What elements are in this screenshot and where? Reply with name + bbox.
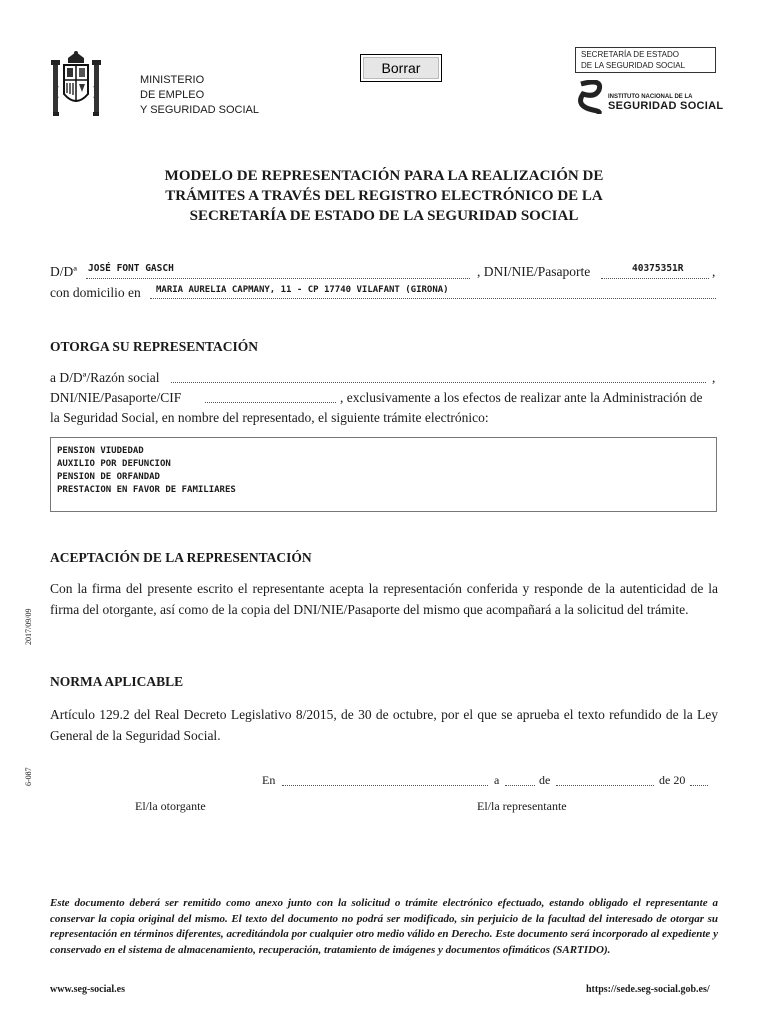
seguridad-social-logo-icon	[577, 80, 607, 114]
representative-name-input[interactable]	[171, 382, 706, 383]
website-link[interactable]: www.seg-social.es	[50, 984, 125, 995]
representative-signature-label: El/la representante	[477, 799, 567, 813]
inss-small-text: INSTITUTO NACIONAL DE LA	[608, 94, 693, 100]
address-label: con domicilio en	[50, 285, 141, 300]
procedure-item: PENSION VIUDEDAD	[57, 446, 144, 456]
sede-link[interactable]: https://sede.seg-social.gob.es/	[586, 984, 710, 995]
document-title	[50, 166, 718, 226]
grantor-signature-label: El/la otorgante	[135, 799, 206, 813]
clear-button[interactable]: Borrar	[360, 54, 442, 82]
norm-text: Artículo 129.2 del Real Decreto Legislativo 8/2015, de 30 de octubre, por el que se aprueba el texto refundido de la Ley General de la Seguridad Social.	[50, 707, 718, 743]
grantor-id-label: , DNI/NIE/Pasaporte	[477, 264, 591, 279]
margin-code: 6-087	[24, 767, 33, 786]
procedures-textarea[interactable]	[50, 437, 717, 512]
title-line: MODELO DE REPRESENTACIÓN PARA LA REALIZACIÓN DE	[164, 168, 604, 184]
ministry-name	[140, 73, 259, 118]
ministry-line: MINISTERIO	[140, 74, 205, 86]
procedure-item: PENSION DE ORFANDAD	[57, 472, 160, 482]
representative-id-input[interactable]	[205, 402, 336, 403]
grantor-name-input[interactable]: JOSÉ FONT GASCH	[88, 263, 174, 274]
exclusive-purpose-text: , exclusivamente a los efectos de realizar ante la Administración de	[340, 390, 703, 405]
inss-name	[608, 94, 723, 112]
grantor-name-line	[86, 278, 470, 279]
grantor-name-label: D/Dª	[50, 264, 77, 279]
margin-code: 2017/09/09	[24, 608, 33, 645]
procedure-item: PRESTACION EN FAVOR DE FAMILIARES	[57, 485, 236, 495]
day-input[interactable]	[505, 785, 535, 786]
representation-text: la Seguridad Social, en nombre del representado, el siguiente trámite electrónico:	[50, 410, 489, 425]
place-input[interactable]	[282, 785, 488, 786]
acceptance-text: Con la firma del presente escrito el representante acepta la representación conferida y responde de la autenticidad de la firma del otorgante, así como de la copia del DNI/NIE/Pasaporte del mismo que acompañará a la solicitud del trámite.	[50, 581, 718, 617]
representative-id-label: DNI/NIE/Pasaporte/CIF	[50, 390, 182, 405]
coat-of-arms-icon	[50, 50, 102, 122]
norm-heading: NORMA APLICABLE	[50, 674, 184, 689]
legal-note: Este documento deberá ser remitido como anexo junto con la solicitud o trámite electrónico efectuado, estando obligado el representante a conservar la copia original del mismo. El texto del documento no podrá ser modificado, sin perjuicio de la facultad del interesado de otorgar su representación en términos diferentes, acreditándola por cualquier otro medio válido en Derecho. Este documento será incorporado al expediente y conservado en el sistema de almacenamiento, recuperación, tratamiento de imágenes y documentos ofimáticos (SARTIDO).	[50, 897, 718, 956]
secretaria-line: DE LA SEGURIDAD SOCIAL	[581, 61, 686, 70]
address-line	[150, 298, 716, 299]
comma: ,	[712, 370, 716, 385]
title-line: SECRETARÍA DE ESTADO DE LA SEGURIDAD SOCIAL	[189, 208, 579, 224]
acceptance-heading: ACEPTACIÓN DE LA REPRESENTACIÓN	[50, 550, 312, 565]
grantor-id-input[interactable]: 40375351R	[632, 263, 684, 274]
comma: ,	[712, 264, 716, 279]
month-input[interactable]	[556, 785, 654, 786]
secretaria-line: SECRETARÍA DE ESTADO	[581, 50, 679, 59]
inss-large-text: SEGURIDAD SOCIAL	[608, 100, 724, 112]
title-line: TRÁMITES A TRAVÉS DEL REGISTRO ELECTRÓNICO DE LA	[165, 188, 603, 204]
address-input[interactable]: MARIA AURELIA CAPMANY, 11 - CP 17740 VILAFANT (GIRONA)	[156, 285, 449, 295]
grant-heading: OTORGA SU REPRESENTACIÓN	[50, 339, 259, 354]
day-label: a	[494, 773, 500, 787]
year-label: de 20	[659, 773, 686, 787]
procedure-item: AUXILIO POR DEFUNCION	[57, 459, 171, 469]
ministry-line: Y SEGURIDAD SOCIAL	[140, 104, 259, 116]
year-input[interactable]	[690, 785, 708, 786]
ministry-line: DE EMPLEO	[140, 89, 205, 101]
representative-name-label: a D/Dª/Razón social	[50, 370, 160, 385]
place-label: En	[262, 773, 276, 787]
month-label: de	[539, 773, 551, 787]
secretaria-box	[575, 47, 716, 73]
grantor-id-line	[601, 278, 709, 279]
